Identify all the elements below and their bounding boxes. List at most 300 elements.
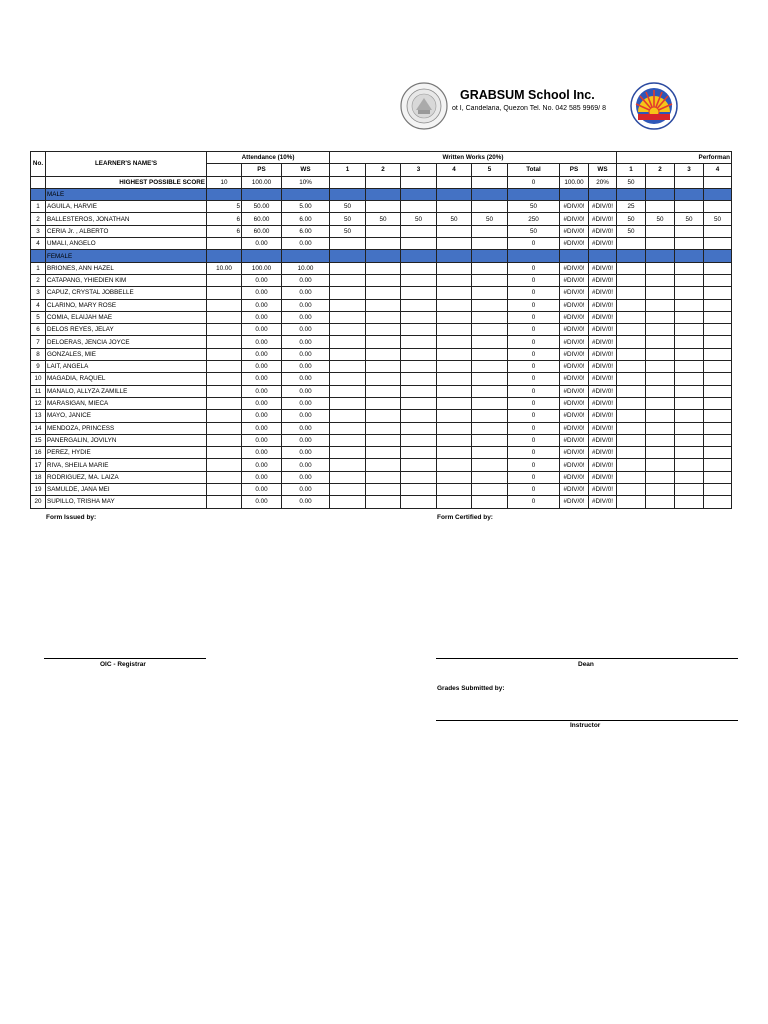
written-work-score — [366, 471, 401, 483]
school-header — [398, 82, 738, 132]
performance-score — [646, 262, 675, 274]
written-work-score — [401, 385, 437, 397]
attendance-days — [207, 336, 242, 348]
written-work-ws: #DIV/0! — [589, 447, 617, 459]
hps-ww-total: 0 — [508, 176, 560, 188]
hps-ww-cell — [330, 176, 366, 188]
performance-score — [675, 274, 704, 286]
written-work-ws: #DIV/0! — [589, 225, 617, 237]
attendance-ws: 0.00 — [282, 422, 330, 434]
written-work-ps: #DIV/0! — [560, 496, 589, 508]
section-label: FEMALE — [46, 250, 207, 262]
section-band-cell — [472, 188, 508, 200]
performance-score — [617, 471, 646, 483]
ww-col-header: 4 — [437, 164, 472, 176]
attendance-ws: 0.00 — [282, 385, 330, 397]
performance-score — [617, 373, 646, 385]
written-work-total: 0 — [508, 336, 560, 348]
written-work-total: 0 — [508, 410, 560, 422]
written-work-score — [366, 447, 401, 459]
hps-attendance: 10 — [207, 176, 242, 188]
performance-score — [646, 311, 675, 323]
written-work-score — [330, 397, 366, 409]
written-work-total: 0 — [508, 287, 560, 299]
written-work-score — [437, 311, 472, 323]
student-name: CAPUZ, CRYSTAL JOBBELLE — [46, 287, 207, 299]
performance-score — [646, 471, 675, 483]
performance-score — [646, 336, 675, 348]
written-work-ws: #DIV/0! — [589, 496, 617, 508]
written-work-ps: #DIV/0! — [560, 262, 589, 274]
written-work-ps: #DIV/0! — [560, 484, 589, 496]
written-work-score — [401, 484, 437, 496]
student-row — [31, 348, 732, 360]
attendance-ps: 0.00 — [242, 422, 282, 434]
performance-score — [646, 447, 675, 459]
written-work-score — [401, 397, 437, 409]
attendance-ps: 0.00 — [242, 385, 282, 397]
attendance-ps: 0.00 — [242, 348, 282, 360]
section-band-cell — [401, 188, 437, 200]
written-work-ws: #DIV/0! — [589, 213, 617, 225]
section-label: MALE — [46, 188, 207, 200]
student-name: BRIONES, ANN HAZEL — [46, 262, 207, 274]
section-band-cell — [282, 188, 330, 200]
written-work-score — [401, 274, 437, 286]
written-work-ws: #DIV/0! — [589, 262, 617, 274]
performance-score — [675, 299, 704, 311]
written-work-score — [472, 262, 508, 274]
written-work-ws: #DIV/0! — [589, 238, 617, 250]
attendance-days — [207, 287, 242, 299]
attendance-ps: 0.00 — [242, 299, 282, 311]
performance-score — [617, 385, 646, 397]
written-work-score — [401, 287, 437, 299]
written-work-score — [401, 447, 437, 459]
written-work-score — [437, 324, 472, 336]
written-work-ps: #DIV/0! — [560, 361, 589, 373]
student-name: MAGADIA, RAQUEL — [46, 373, 207, 385]
section-band-cell — [366, 188, 401, 200]
performance-score — [675, 459, 704, 471]
attendance-days: 5 — [207, 201, 242, 213]
written-work-score — [366, 299, 401, 311]
attendance-days: 10.00 — [207, 262, 242, 274]
performance-score — [704, 471, 732, 483]
section-band-cell — [646, 188, 675, 200]
written-work-ps: #DIV/0! — [560, 336, 589, 348]
school-name: GRABSUM School Inc. — [460, 88, 595, 102]
performance-score — [704, 299, 732, 311]
written-work-ws: #DIV/0! — [589, 410, 617, 422]
written-work-total: 0 — [508, 299, 560, 311]
performance-score — [617, 434, 646, 446]
attendance-days — [207, 496, 242, 508]
written-work-score — [366, 434, 401, 446]
written-work-ws: #DIV/0! — [589, 385, 617, 397]
written-work-ws: #DIV/0! — [589, 459, 617, 471]
performance-score — [617, 274, 646, 286]
written-work-score — [330, 484, 366, 496]
student-name: RIVA, SHEILA MARIE — [46, 459, 207, 471]
pt-col-header: 2 — [646, 164, 675, 176]
written-work-score — [366, 238, 401, 250]
section-band-cell — [207, 188, 242, 200]
student-name: MENDOZA, PRINCESS — [46, 422, 207, 434]
student-row — [31, 311, 732, 323]
written-work-score — [437, 471, 472, 483]
written-work-score — [472, 447, 508, 459]
section-band-cell — [508, 250, 560, 262]
attendance-ps: 0.00 — [242, 336, 282, 348]
written-work-ws: #DIV/0! — [589, 348, 617, 360]
performance-score — [646, 201, 675, 213]
written-work-score — [330, 324, 366, 336]
written-work-ps: #DIV/0! — [560, 459, 589, 471]
attendance-ws: 0.00 — [282, 348, 330, 360]
written-work-score — [330, 471, 366, 483]
hps-attendance-ws: 10% — [282, 176, 330, 188]
performance-score — [675, 373, 704, 385]
written-work-score — [401, 361, 437, 373]
performance-score — [617, 422, 646, 434]
performance-score — [704, 422, 732, 434]
written-work-score — [366, 336, 401, 348]
written-work-ws: #DIV/0! — [589, 274, 617, 286]
written-work-score — [330, 385, 366, 397]
performance-score — [646, 225, 675, 237]
written-work-ps: #DIV/0! — [560, 397, 589, 409]
performance-score — [675, 447, 704, 459]
written-work-total: 50 — [508, 201, 560, 213]
written-work-score — [437, 422, 472, 434]
student-row — [31, 361, 732, 373]
attendance-ps: 0.00 — [242, 496, 282, 508]
ww-ps-header: PS — [560, 164, 589, 176]
class-record-table — [30, 151, 732, 509]
performance-score — [646, 361, 675, 373]
highest-possible-score-row — [31, 176, 732, 188]
written-work-total: 0 — [508, 484, 560, 496]
written-work-score — [472, 336, 508, 348]
written-work-score — [472, 225, 508, 237]
attendance-days — [207, 385, 242, 397]
performance-score — [675, 471, 704, 483]
written-work-ps: #DIV/0! — [560, 238, 589, 250]
written-work-ps: #DIV/0! — [560, 373, 589, 385]
written-work-score — [401, 422, 437, 434]
performance-score — [617, 361, 646, 373]
written-work-score — [366, 397, 401, 409]
performance-score — [704, 434, 732, 446]
written-work-score — [437, 262, 472, 274]
performance-score — [704, 397, 732, 409]
performance-score — [704, 496, 732, 508]
hps-ww-cell — [437, 176, 472, 188]
attendance-days — [207, 311, 242, 323]
student-row — [31, 496, 732, 508]
written-work-score — [330, 361, 366, 373]
written-work-score — [472, 361, 508, 373]
student-number: 4 — [31, 238, 46, 250]
written-work-score — [472, 471, 508, 483]
attendance-days: 6 — [207, 213, 242, 225]
attendance-ps: 60.00 — [242, 213, 282, 225]
hps-no — [31, 176, 46, 188]
student-row — [31, 385, 732, 397]
written-work-score — [437, 238, 472, 250]
student-name: CLARINO, MARY ROSE — [46, 299, 207, 311]
written-work-total: 0 — [508, 324, 560, 336]
pt-col-header: 3 — [675, 164, 704, 176]
performance-score — [617, 397, 646, 409]
written-work-score — [330, 422, 366, 434]
written-work-score — [366, 385, 401, 397]
written-work-score — [401, 459, 437, 471]
performance-score — [646, 397, 675, 409]
student-number: 3 — [31, 287, 46, 299]
attendance-ps: 0.00 — [242, 361, 282, 373]
attendance-ps: 0.00 — [242, 434, 282, 446]
performance-score — [646, 238, 675, 250]
written-work-score — [437, 373, 472, 385]
performance-score — [617, 311, 646, 323]
performance-score — [675, 324, 704, 336]
written-work-score — [330, 336, 366, 348]
hps-attendance-ps: 100.00 — [242, 176, 282, 188]
written-work-score — [401, 496, 437, 508]
student-name: RODRIGUEZ, MA. LAIZA — [46, 471, 207, 483]
section-band-cell — [437, 250, 472, 262]
hps-pt-cell — [675, 176, 704, 188]
written-work-total: 0 — [508, 385, 560, 397]
attendance-days — [207, 434, 242, 446]
student-name: PANERGALIN, JOVILYN — [46, 434, 207, 446]
written-work-score — [472, 324, 508, 336]
section-band-cell — [675, 250, 704, 262]
written-work-score — [401, 373, 437, 385]
hps-pt-cell — [646, 176, 675, 188]
written-work-total: 0 — [508, 459, 560, 471]
attendance-ws: 0.00 — [282, 287, 330, 299]
written-work-score — [366, 201, 401, 213]
written-work-score — [366, 422, 401, 434]
attendance-ps: 0.00 — [242, 410, 282, 422]
student-number: 2 — [31, 213, 46, 225]
written-work-score — [401, 434, 437, 446]
attendance-ps: 0.00 — [242, 471, 282, 483]
attendance-ws: 5.00 — [282, 201, 330, 213]
performance-score — [675, 496, 704, 508]
written-work-score — [366, 262, 401, 274]
performance-score — [675, 201, 704, 213]
attendance-ws: 0.00 — [282, 299, 330, 311]
instructor-signature-line[interactable] — [436, 720, 738, 721]
performance-score — [646, 299, 675, 311]
section-band-cell — [589, 250, 617, 262]
performance-score: 50 — [704, 213, 732, 225]
attendance-days — [207, 447, 242, 459]
ww-ws-header: WS — [589, 164, 617, 176]
registrar-signature-line[interactable] — [44, 658, 206, 659]
student-number: 18 — [31, 471, 46, 483]
written-work-score — [401, 336, 437, 348]
performance-score — [646, 348, 675, 360]
section-band-cell — [472, 250, 508, 262]
performance-score — [646, 434, 675, 446]
hps-label: HIGHEST POSSIBLE SCORE — [46, 176, 207, 188]
written-work-score — [472, 348, 508, 360]
dean-label: Dean — [578, 661, 594, 668]
written-work-score — [366, 348, 401, 360]
att-ws-header: WS — [282, 164, 330, 176]
attendance-ws: 0.00 — [282, 496, 330, 508]
performance-score — [675, 336, 704, 348]
attendance-days — [207, 274, 242, 286]
written-work-score — [330, 287, 366, 299]
performance-score — [646, 385, 675, 397]
written-work-total: 0 — [508, 434, 560, 446]
written-work-score: 50 — [330, 225, 366, 237]
student-row — [31, 471, 732, 483]
student-name: PEREZ, HYDIE — [46, 447, 207, 459]
student-number: 12 — [31, 397, 46, 409]
written-work-score — [366, 410, 401, 422]
student-name: MAYO, JANICE — [46, 410, 207, 422]
performance-score — [617, 447, 646, 459]
performance-score — [675, 434, 704, 446]
performance-header: Performan — [617, 152, 732, 164]
written-work-score — [437, 274, 472, 286]
col-no-header: No. — [31, 152, 46, 177]
written-work-ps: #DIV/0! — [560, 434, 589, 446]
performance-score — [704, 262, 732, 274]
written-work-score — [366, 274, 401, 286]
written-work-ws: #DIV/0! — [589, 422, 617, 434]
performance-score — [704, 484, 732, 496]
written-work-ws: #DIV/0! — [589, 336, 617, 348]
student-number: 1 — [31, 262, 46, 274]
student-name: MANALO, ALLYZA ZAMILLE — [46, 385, 207, 397]
written-work-score — [437, 361, 472, 373]
attendance-ps: 0.00 — [242, 373, 282, 385]
written-work-ps: #DIV/0! — [560, 287, 589, 299]
written-work-ps: #DIV/0! — [560, 348, 589, 360]
attendance-header: Attendance (10%) — [207, 152, 330, 164]
attendance-ws: 0.00 — [282, 471, 330, 483]
section-band-cell — [330, 250, 366, 262]
written-work-score — [472, 238, 508, 250]
written-work-ps: #DIV/0! — [560, 447, 589, 459]
written-work-score — [437, 348, 472, 360]
attendance-ws: 0.00 — [282, 361, 330, 373]
student-name: UMALI, ANGELO — [46, 238, 207, 250]
written-work-score — [330, 434, 366, 446]
ww-col-header: 1 — [330, 164, 366, 176]
attendance-ws: 0.00 — [282, 373, 330, 385]
student-name: AGUILA, HARVIE — [46, 201, 207, 213]
performance-score — [617, 410, 646, 422]
attendance-ps: 0.00 — [242, 459, 282, 471]
written-work-ws: #DIV/0! — [589, 434, 617, 446]
student-number: 9 — [31, 361, 46, 373]
attendance-ps: 0.00 — [242, 238, 282, 250]
hps-pt-cell: 50 — [617, 176, 646, 188]
hps-ww-cell — [366, 176, 401, 188]
written-work-score: 50 — [330, 213, 366, 225]
written-work-score — [472, 496, 508, 508]
written-work-score — [437, 201, 472, 213]
attendance-days — [207, 361, 242, 373]
performance-score — [646, 422, 675, 434]
student-number: 7 — [31, 336, 46, 348]
written-work-ps: #DIV/0! — [560, 299, 589, 311]
attendance-ws: 0.00 — [282, 311, 330, 323]
written-work-total: 50 — [508, 225, 560, 237]
written-work-score — [401, 348, 437, 360]
written-work-score: 50 — [401, 213, 437, 225]
student-row — [31, 484, 732, 496]
student-name: CERIA Jr. , ALBERTO — [46, 225, 207, 237]
performance-score — [617, 348, 646, 360]
performance-score — [675, 311, 704, 323]
attendance-days — [207, 397, 242, 409]
written-work-score — [472, 373, 508, 385]
written-work-score — [472, 385, 508, 397]
ww-col-header: 2 — [366, 164, 401, 176]
performance-score — [704, 225, 732, 237]
student-number: 14 — [31, 422, 46, 434]
student-number: 3 — [31, 225, 46, 237]
section-band-cell — [242, 188, 282, 200]
written-work-score — [437, 434, 472, 446]
attendance-ws: 0.00 — [282, 397, 330, 409]
student-number: 19 — [31, 484, 46, 496]
performance-score — [646, 484, 675, 496]
section-band-cell — [401, 250, 437, 262]
performance-score — [617, 262, 646, 274]
performance-score — [646, 324, 675, 336]
written-work-score — [366, 496, 401, 508]
performance-score — [704, 238, 732, 250]
student-number: 2 — [31, 274, 46, 286]
section-band-cell — [646, 250, 675, 262]
written-work-ps: #DIV/0! — [560, 410, 589, 422]
written-work-score — [330, 348, 366, 360]
performance-score — [617, 324, 646, 336]
written-work-ps: #DIV/0! — [560, 385, 589, 397]
written-work-score — [472, 274, 508, 286]
dean-signature-line[interactable] — [436, 658, 738, 659]
written-work-total: 0 — [508, 373, 560, 385]
attendance-ws: 0.00 — [282, 336, 330, 348]
attendance-ws: 0.00 — [282, 238, 330, 250]
written-work-score — [330, 410, 366, 422]
student-number: 13 — [31, 410, 46, 422]
written-work-score — [437, 287, 472, 299]
form-certified-by-label: Form Certified by: — [437, 514, 493, 521]
written-work-ps: #DIV/0! — [560, 422, 589, 434]
written-work-score — [330, 459, 366, 471]
written-work-total: 0 — [508, 238, 560, 250]
attendance-days — [207, 459, 242, 471]
pt-col-header: 1 — [617, 164, 646, 176]
school-address: ot I, Candelaria, Quezon Tel. No. 042 585 9969/ 8 — [452, 105, 606, 112]
student-row — [31, 459, 732, 471]
written-work-ws: #DIV/0! — [589, 287, 617, 299]
attendance-ws: 6.00 — [282, 225, 330, 237]
written-work-score — [437, 410, 472, 422]
